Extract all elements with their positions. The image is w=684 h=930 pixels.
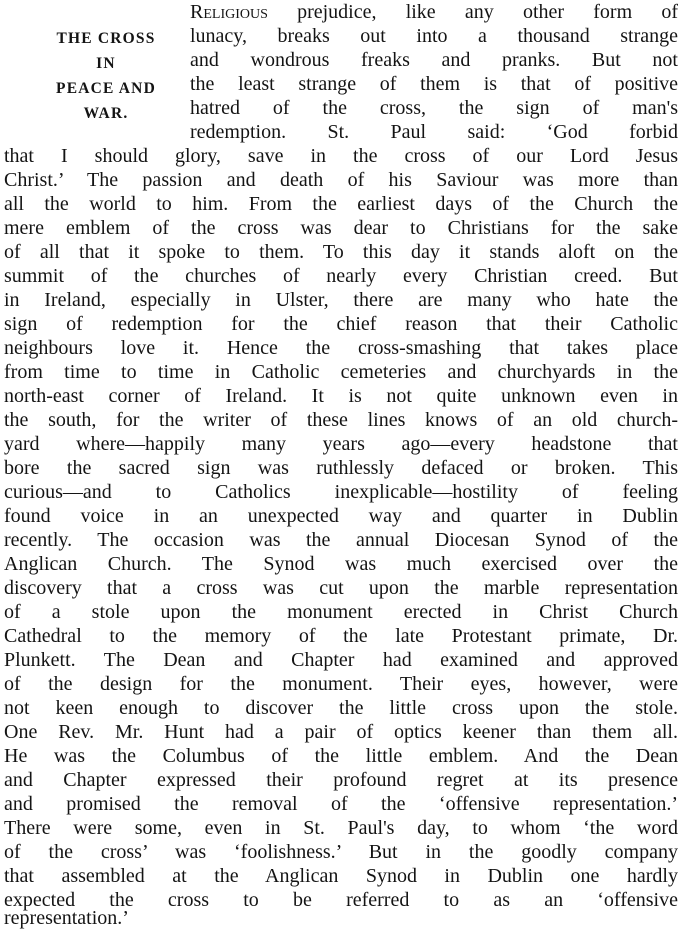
text-line: the south, for the writer of these lines knows of an old church- xyxy=(4,409,678,431)
text-line: redemption. St. Paul said: ‘God forbid xyxy=(190,121,678,143)
text-line: recently. The occasion was the annual Diocesan Synod of the xyxy=(4,529,678,551)
text-line: Christ.’ The passion and death of his Saviour was more than xyxy=(4,169,678,191)
text-line: expected the cross to be referred to as an ‘offensive xyxy=(4,889,678,911)
text-line: that I should glory, save in the cross of our Lord Jesus xyxy=(4,145,678,167)
text-line: There were some, even in St. Paul's day, to whom ‘the word xyxy=(4,817,678,839)
text-line: sign of redemption for the chief reason that their Catholic xyxy=(4,313,678,335)
text-line: curious—and to Catholics inexplicable—hostility of feeling xyxy=(4,481,678,503)
text-line: of the design for the monument. Their eyes, however, were xyxy=(4,673,678,695)
text-line: of the cross’ was ‘foolishness.’ But in the goodly company xyxy=(4,841,678,863)
lead-word: Religious xyxy=(190,1,268,23)
text-line: that assembled at the Anglican Synod in Dublin one hardly xyxy=(4,865,678,887)
side-heading xyxy=(22,26,190,126)
text-line: north-east corner of Ireland. It is not quite unknown even in xyxy=(4,385,678,407)
text-line: Plunkett. The Dean and Chapter had examined and approved xyxy=(4,649,678,671)
text-line: summit of the churches of nearly every Christian creed. But xyxy=(4,265,678,287)
text-line: hatred of the cross, the sign of man's xyxy=(190,97,678,119)
text-line: Cathedral to the memory of the late Protestant primate, Dr. xyxy=(4,625,678,647)
text-line: of a stole upon the monument erected in Christ Church xyxy=(4,601,678,623)
text-line: Anglican Church. The Synod was much exercised over the xyxy=(4,553,678,575)
text-line: representation.’ xyxy=(4,907,129,929)
text-line: discovery that a cross was cut upon the marble representation xyxy=(4,577,678,599)
text-line: of all that it spoke to them. To this day it stands aloft on the xyxy=(4,241,678,263)
text-line: found voice in an unexpected way and quarter in Dublin xyxy=(4,505,678,527)
text-line: One Rev. Mr. Hunt had a pair of optics keener than them all. xyxy=(4,721,678,743)
side-heading-line: WAR. xyxy=(83,105,129,122)
text-line: from time to time in Catholic cemeteries and churchyards in the xyxy=(4,361,678,383)
text-line-content: prejudice, like any other form of xyxy=(267,1,678,23)
text-line: and promised the removal of the ‘offensive representation.’ xyxy=(4,793,678,815)
text-line: in Ireland, especially in Ulster, there are many who hate the xyxy=(4,289,678,311)
text-line: mere emblem of the cross was dear to Christians for the sake xyxy=(4,217,678,239)
text-line: yard where—happily many years ago—every headstone that xyxy=(4,433,678,455)
text-line: bore the sacred sign was ruthlessly defaced or broken. This xyxy=(4,457,678,479)
text-line: and wondrous freaks and pranks. But not xyxy=(190,49,678,71)
text-line: the least strange of them is that of positive xyxy=(190,73,678,95)
text-line xyxy=(190,0,678,24)
text-line: all the world to him. From the earliest days of the Church the xyxy=(4,193,678,215)
side-heading-line: IN xyxy=(96,55,116,72)
text-line: and Chapter expressed their profound regret at its presence xyxy=(4,769,678,791)
text-line: not keen enough to discover the little cross upon the stole. xyxy=(4,697,678,719)
text-line: lunacy, breaks out into a thousand strange xyxy=(190,25,678,47)
text-line: He was the Columbus of the little emblem. And the Dean xyxy=(4,745,678,767)
side-heading-line: THE CROSS xyxy=(56,30,156,47)
text-line: neighbours love it. Hence the cross-smashing that takes place xyxy=(4,337,678,359)
side-heading-line: PEACE AND xyxy=(56,80,156,97)
